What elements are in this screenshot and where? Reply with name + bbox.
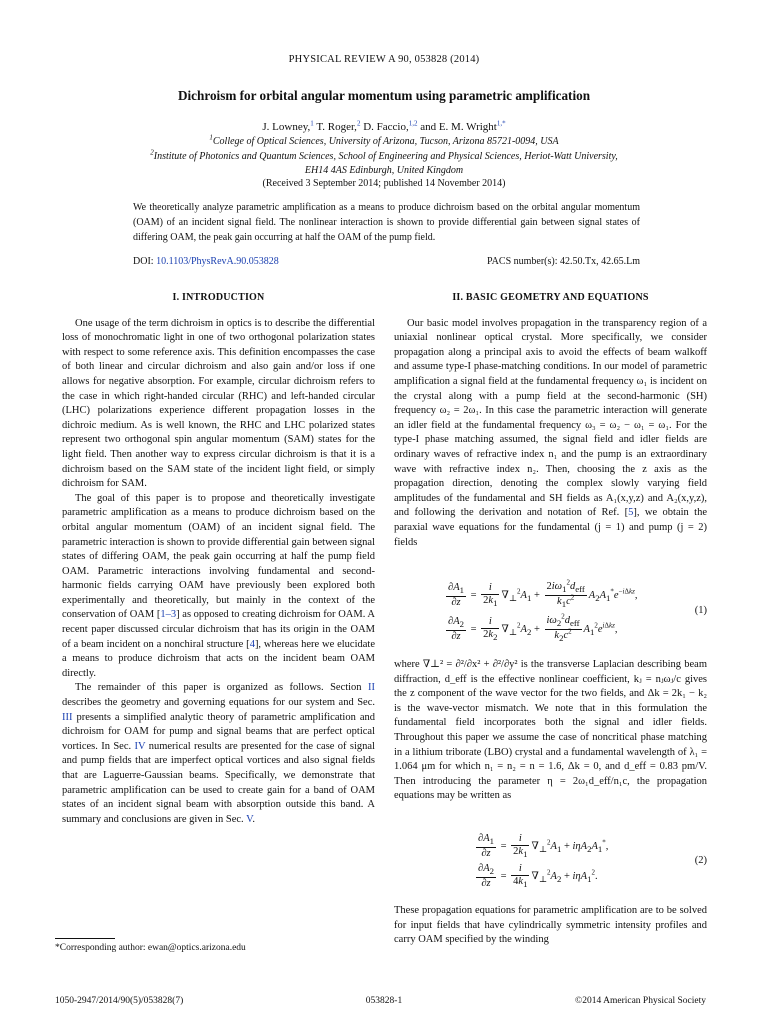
intro-p3-text-d: numerical results are presented for the case of signal and pump fields that are imperfect optical vortices and also signal fields that are Laguerre-Gaussian beams. Specifically, we demonstrate that parametric amplification can be used to create gain for a band of OAM states of an incident signal beam with absorption outside this band. A summary and conclusions are given in Sec. — [62, 740, 375, 825]
journal-header: PHYSICAL REVIEW A 90, 053828 (2014) — [288, 54, 480, 65]
abstract: We theoretically analyze parametric amplification as a means to produce dichroism based on the orbital angular momentum (OAM) of an incident signal field. The nonlinear interaction is shown to provide differential gain between signal states of differing OAM, the peak gain occurring at half the OAM of the pump field. — [133, 202, 640, 243]
affiliation-2-text: Institute of Photonics and Quantum Sciences, School of Engineering and Physical Sciences, Heriot-Watt University, — [153, 151, 618, 162]
equation-2 — [394, 833, 707, 893]
section-link-3[interactable]: III — [62, 711, 73, 723]
intro-p3-text-e: . — [252, 813, 255, 825]
affiliation-1: $^1$College of Optical Sciences, University of Arizona, Tucson, Arizona 85721-0094, USA — [209, 133, 559, 147]
equation-2-line-2: $\frac{\partial A_2}{\partial z}$ = $\frac{i}{4k_1}$ $\nabla_\perp^2A_2 + i\eta A_1^2$. — [478, 863, 598, 890]
intro-paragraph-3 — [62, 681, 375, 827]
pacs-numbers: PACS number(s): 42.50.Tx, 42.65.Lm — [487, 256, 640, 267]
received-date: (Received 3 September 2014; published 14 November 2014) — [262, 178, 506, 189]
author-list — [0, 121, 768, 133]
left-column — [62, 291, 375, 827]
basic-paragraph-2: where ∇⊥² = ∂²/∂x² + ∂²/∂y² is the transverse Laplacian describing beam diffraction, d_eff is the effective nonlinear coefficient, kⱼ = nⱼωⱼ/c gives the z component of the wave vector for the two fields, and Δk = 2k₁ − k₂ is the wave-vector mismatch. We note that in this formulation the fundamental field incorporates both the signal and idler fields. Throughout this paper we assume the case of noncritical phase matching in a lithium triborate (LBO) crystal and a fundamental wavelength of λ₁ = 1.064 μm for which n₁ = n₂ = n = 1.6, Δk = 0, and d_eff = 0.83 pm/V. Then introducing the parameter η = 2ω₁d_eff/n₁c, the propagation equations may be written as — [394, 659, 707, 802]
equation-2-line-1: $\frac{\partial A_1}{\partial z}$ = $\frac{i}{2k_1}$ $\nabla_\perp^2A_1 + i\eta A_2A_1^*$, — [478, 833, 609, 860]
basic-p1-text-b: ], we obtain the paraxial wave equations for the fundamental (j = 1) and pump (j = 2) fields — [394, 507, 708, 548]
author-3-affil[interactable]: 1,2 — [408, 119, 418, 128]
ref-link-5[interactable]: 5 — [628, 507, 634, 519]
footer-page-number: 053828-1 — [365, 996, 403, 1006]
intro-p2-text-a: The goal of this paper is to propose and theoretically investigate parametric amplification as a means to produce dichroism based on the orbital angular momentum (OAM) of an incident signal field. The parametric interaction is shown to provide differential gain between signal states of differing OAM, the peak gain occurring at half the pump field OAM. Parametric interactions involving fundamental and second-harmonic fields carrying OAM have previously been explored both experimentally and theoretically, but mainly in the context of the conservation of OAM [ — [62, 492, 375, 621]
section-heading-basic: II. BASIC GEOMETRY AND EQUATIONS — [452, 292, 649, 303]
intro-p2-text-b: ] as opposed to creating dichroism for OAM. A recent paper discussed circular dichroism that has its origin in the OAM of a beam incident on a nonchiral structure [ — [62, 609, 375, 650]
basic-paragraph-1 — [394, 317, 707, 551]
right-column-bottom — [394, 904, 707, 948]
paper-title: Dichroism for orbital angular momentum using parametric amplification — [177, 88, 591, 103]
equation-1-number: (1) — [694, 605, 707, 616]
intro-p3-text-b: describes the geometry and governing equations for our system and Sec. — [62, 697, 375, 709]
equation-1 — [394, 578, 707, 645]
author-4: and E. M. Wright — [420, 121, 497, 133]
equation-2-number: (2) — [694, 855, 707, 866]
footer-copyright: ©2014 American Physical Society — [575, 996, 706, 1006]
ref-link-1-3[interactable]: 1–3 — [160, 609, 177, 621]
basic-p1-text-a: Our basic model involves propagation in the transparency region of a uniaxial nonlinear optical crystal. More specifically, we consider propagation along a principal axis to avoid the effects of beam walkoff and assume type-I phase-matching conditions. In our model of parametric amplification a signal field at the fundamental frequency ω₁ is incident on the crystal along with a pump field at the second-harmonic (SH) frequency ω₂ = 2ω₁. In this case the parametric interaction will generate an idler field at the fundamental frequency ω₃ = ω₂ − ω₁ = ω₁. For the type-I phase matching assumed, the signal field and idler fields are ordinary waves of refractive index n₁ and the pump is an extraordinary wave with refractive index n₂. Then, choosing the z axis as the propagation direction, denoting the complex slowly varying field amplitudes of the fundamental and SH fields as A₁(x,y,z) and A₂(x,y,z), and following the derivation and notation of Ref. [ — [394, 317, 707, 519]
right-column-mid — [394, 658, 707, 804]
basic-paragraph-3: These propagation equations for parametric amplification are to be solved for input fields that have cylindrically symmetric intensity profiles and carry OAM specified by the winding — [394, 905, 707, 946]
author-2: T. Roger, — [316, 121, 357, 133]
author-1: J. Lowney, — [262, 121, 311, 133]
affiliation-1-text: College of Optical Sciences, University of Arizona, Tucson, Arizona 85721-0094, USA — [212, 136, 559, 147]
intro-p2-text-c: ], whereas here we elucidate a means to produce dichroism that acts on the incident beam OAM directly. — [62, 638, 375, 679]
intro-p3-text-c: presents a simplified analytic theory of parametric amplification and dichroism for OAM for pump and signal beams that are perfect optical vortices. In Sec. — [62, 711, 375, 752]
right-column — [394, 291, 707, 550]
doi-line — [133, 256, 279, 267]
doi-label: DOI: — [133, 256, 154, 267]
author-3: D. Faccio, — [363, 121, 409, 133]
footnote-rule — [55, 938, 115, 939]
footnote-corresponding-author: *Corresponding author: ewan@optics.arizona.edu — [55, 943, 246, 953]
intro-p3-text-a: The remainder of this paper is organized as follows. Section — [75, 682, 368, 694]
affiliation-2: $^2$Institute of Photonics and Quantum Sciences, School of Engineering and Physical Sciences, Heriot-Watt University, — [150, 148, 618, 162]
intro-paragraph-2 — [62, 492, 375, 682]
section-link-4[interactable]: IV — [134, 740, 146, 752]
intro-paragraph-1: One usage of the term dichroism in optics is to describe the differential loss of monochromatic light in one of two orthogonal polarization states with respect to some reference axis. This definition encompasses the case of both linear and circular dichroism and also gain and/or loss if one allows for negative absorption. For example, circular dichroism refers to the case in which right-handed circular (RHC) and left-handed circular (LHC) polarizations experience different propagation losses in the dichroic medium. As is well known, the RHC and LHC polarized states represent two orthogonal spin angular momentum (SAM) states for the light field. Then another way to express circular dichroism is that it is a dichroism based on the SAM state of the incident light field, or simply dichroism for SAM. — [62, 317, 375, 490]
author-1-affil[interactable]: 1 — [310, 119, 314, 128]
footer-left: 1050-2947/2014/90(5)/053828(7) — [55, 996, 184, 1006]
doi-link[interactable]: 10.1103/PhysRevA.90.053828 — [156, 256, 279, 267]
equation-1-line-1: $\frac{\partial A_1}{\partial z}$ = $\frac{i}{2k_1}$ $\nabla_\perp^2A_1$ + $\frac{2i\omega_1^2d_{eff}}{k_1c^2}$ $A_2A_1^*e^{-i\Delta kz}$, — [448, 578, 638, 610]
section-heading-intro: I. INTRODUCTION — [172, 292, 265, 303]
affiliation-2-cont: EH14 4AS Edinburgh, United Kingdom — [304, 165, 464, 176]
section-link-2[interactable]: II — [368, 682, 375, 694]
ref-link-4[interactable]: 4 — [249, 638, 255, 650]
section-link-5[interactable]: V — [246, 813, 253, 825]
author-2-affil[interactable]: 2 — [356, 119, 361, 128]
author-4-affil[interactable]: 1,* — [496, 119, 506, 128]
equation-1-line-2: $\frac{\partial A_2}{\partial z}$ = $\frac{i}{2k_2}$ $\nabla_\perp^2A_2$ + $\frac{i\omega_2^2d_{eff}}{k_2c^2}$ $A_1^2e^{i\Delta kz}$, — [448, 612, 618, 644]
